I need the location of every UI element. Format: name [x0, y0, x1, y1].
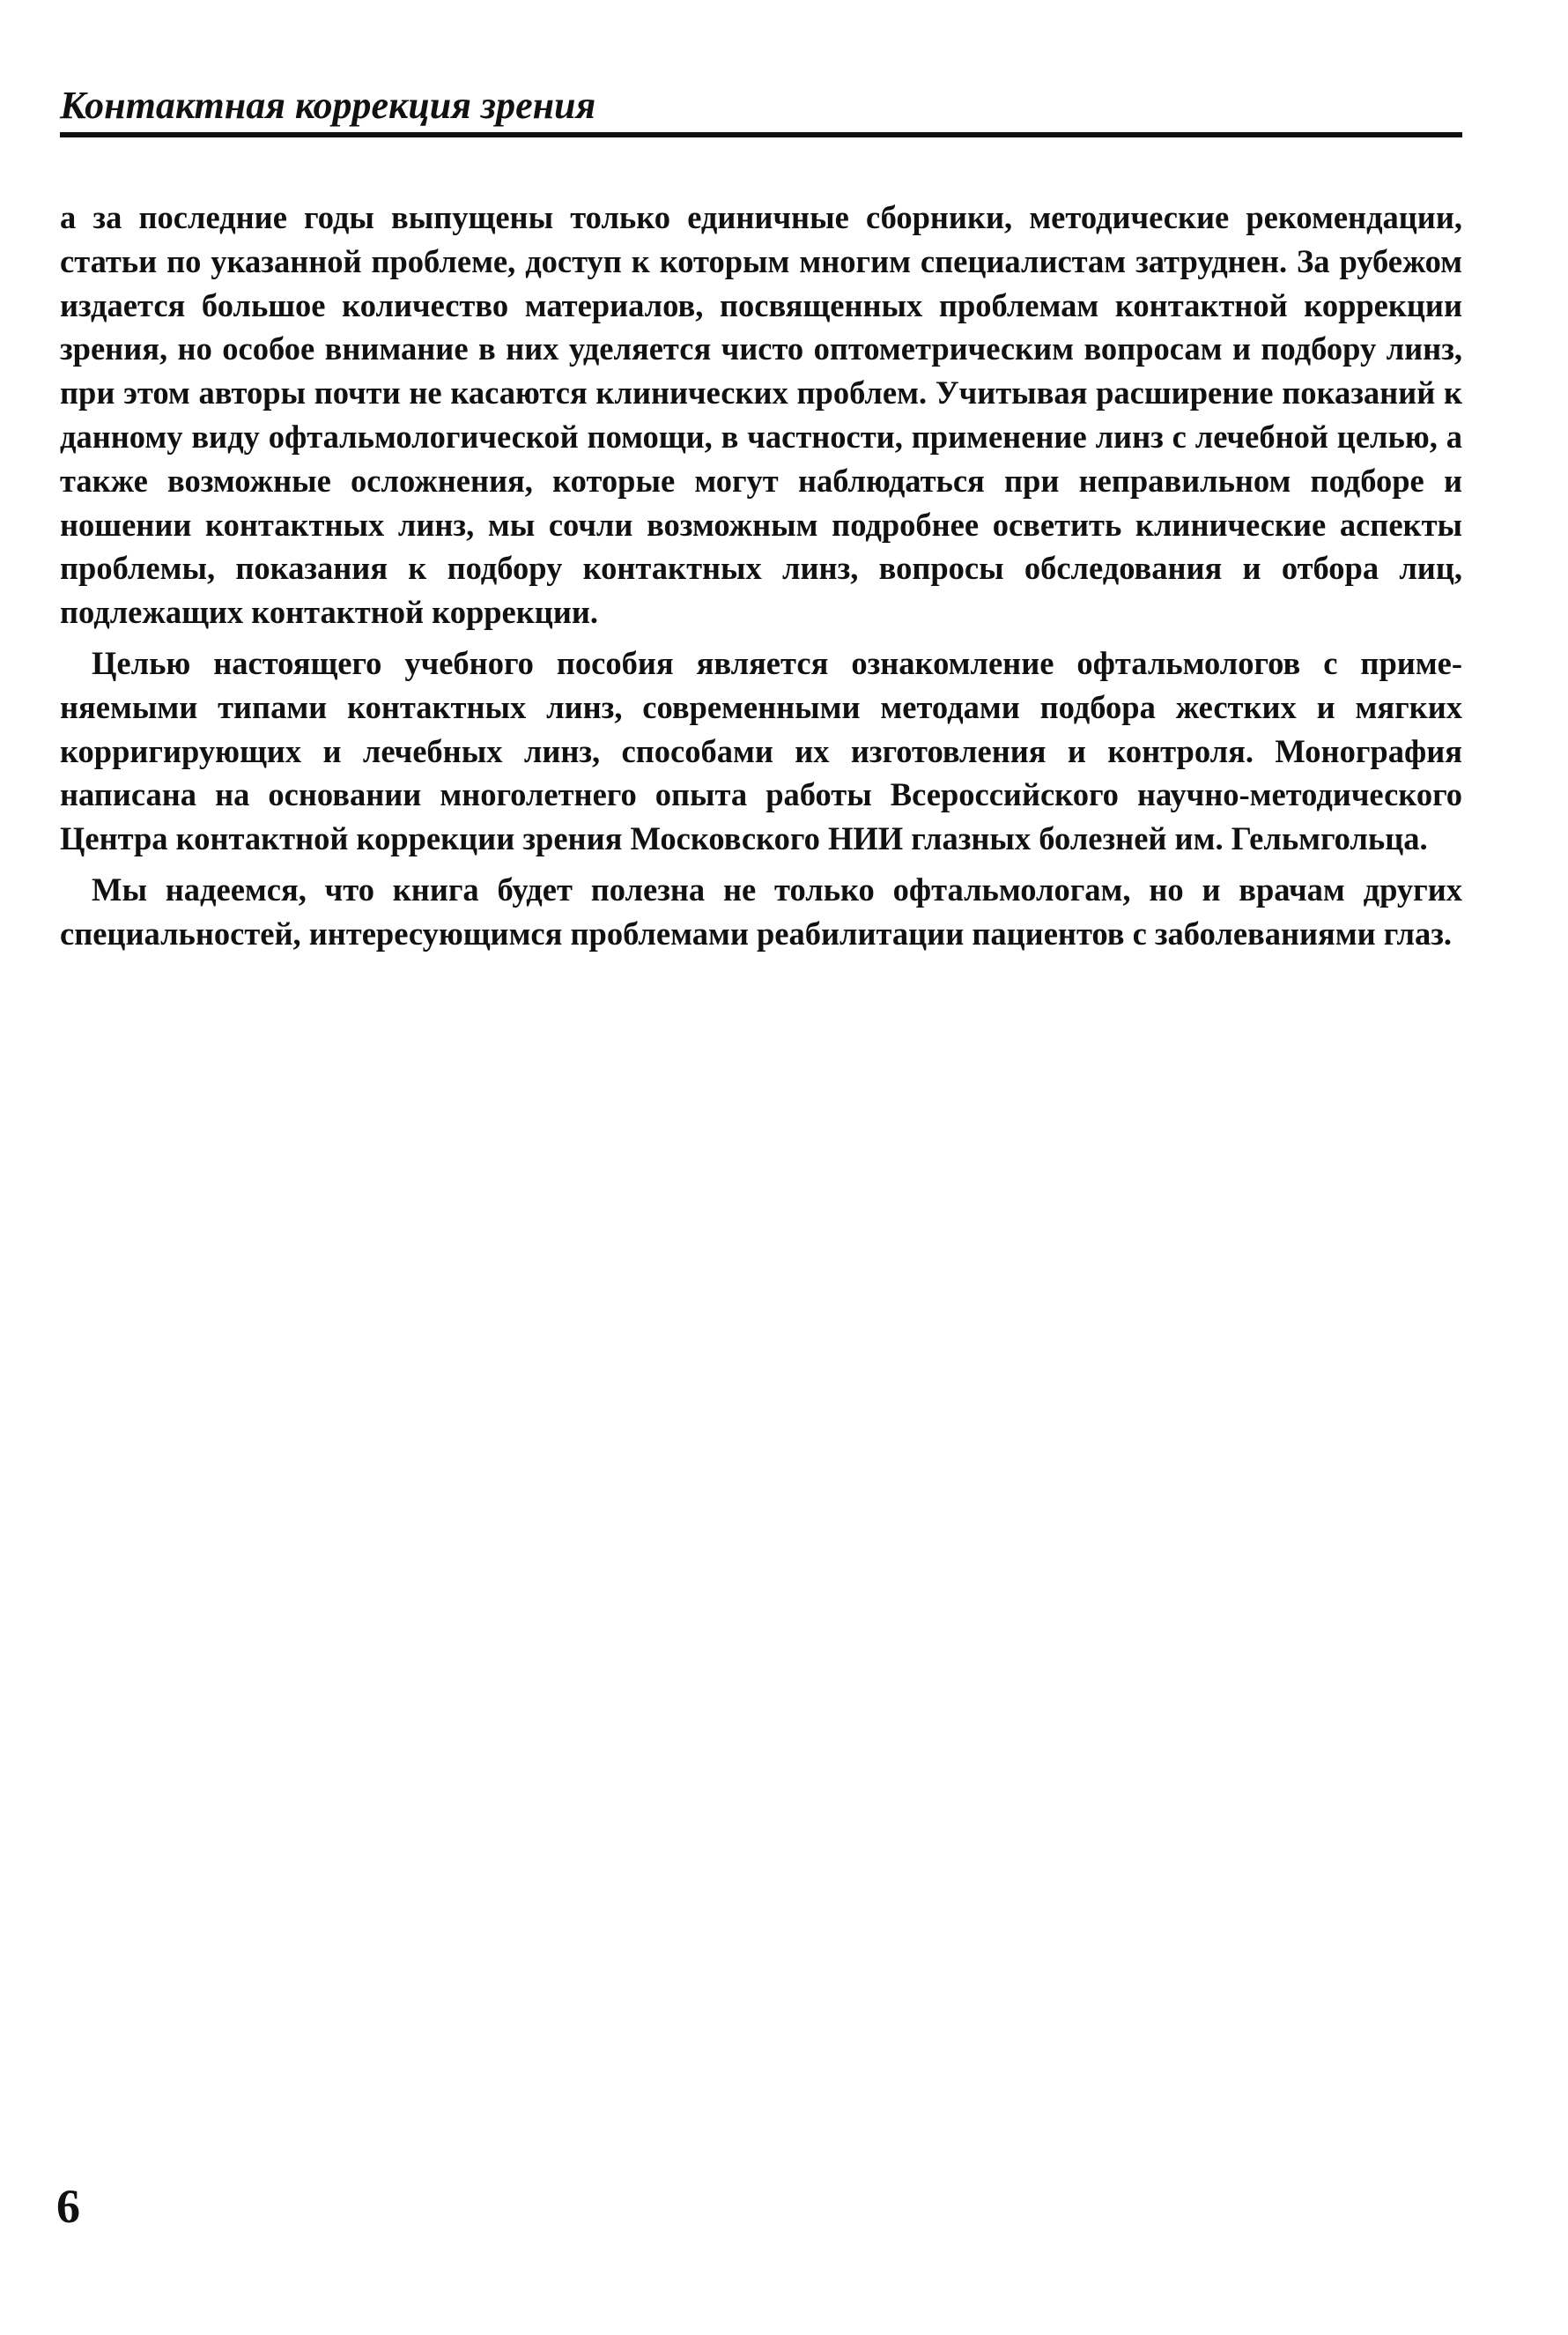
header-rule [60, 132, 1462, 137]
body-text [60, 196, 1462, 963]
paragraph-2: Целью настоящего учебного пособия является ознакомление офтальмологов с применяемыми типами контактных линз, современными методами подбора жестких и мягких корригирующих и лечебных линз, способами их изготовления и контроля. Монография написана на основании многолетнего опыта работы Всероссийского научно-методического Центра контактной коррекции зрения Московского НИИ глазных болезней им. Гельмгольца. [60, 644, 1462, 857]
running-title: Контактная коррекция зрения [60, 84, 596, 127]
page-number: 6 [56, 2180, 80, 2233]
paragraph-3: Мы надеемся, что книга будет полезна не только офтальмологам, но и врачам других специальностей, интересующимся проблемами реабилитации пациентов с заболеваниями глаз. [60, 871, 1462, 952]
paragraph-1: а за последние годы выпущены только единичные сборники, методические рекомендации, статьи по указанной проблеме, доступ к которым многим специалистам затруднен. За рубежом издается большое количество материалов, посвященных проблемам контактной коррекции зрения, но особое внимание в них уделяется чисто оптометрическим вопросам и подбору линз, при этом авторы почти не касаются клинических проблем. Учитывая расширение показаний к данному виду офтальмологической помощи, в частности, применение линз с лечебной целью, а также возможные осложнения, которые могут наблюдаться при неправильном подборе и ношении контактных линз, мы сочли возможным подробнее осветить клинические аспекты проблемы, показания к подбору контактных линз, вопросы обследования и отбора лиц, подлежащих контактной коррекции. [60, 199, 1462, 631]
